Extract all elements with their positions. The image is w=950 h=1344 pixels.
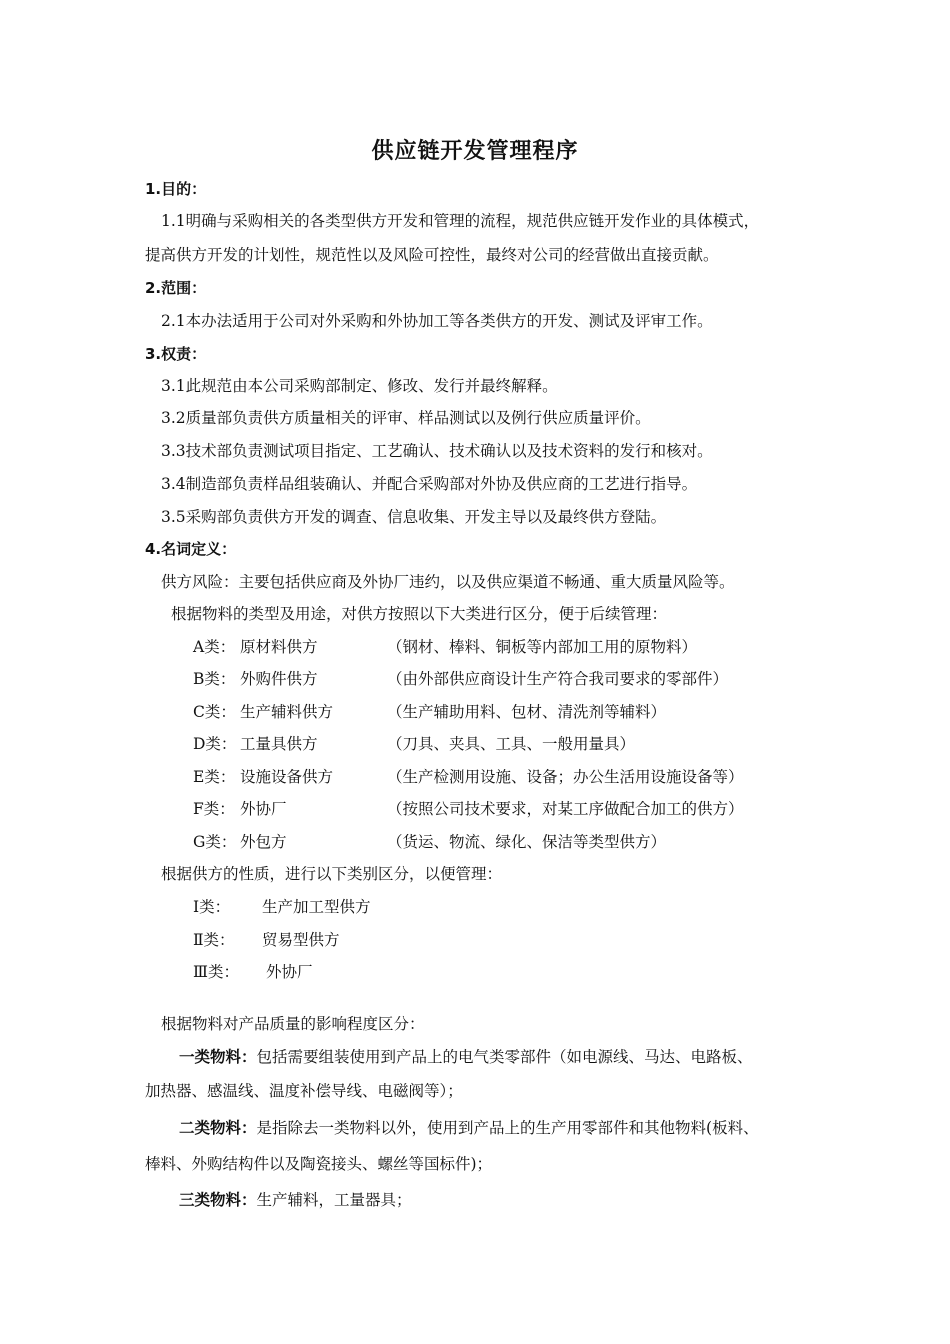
category-code: E类： — [193, 768, 236, 786]
category-description: （生产检测用设施、设备；办公生活用设施设备等） — [387, 768, 744, 786]
document-title: 供应链开发管理程序 — [371, 139, 579, 164]
category-description: （刀具、夹具、工具、一般用量具） — [387, 735, 636, 753]
category-code: C类： — [193, 703, 236, 721]
section-heading-purpose: 1.目的： — [145, 180, 207, 198]
supplier-nature-intro: 根据供方的性质，进行以下类别区分，以便管理： — [161, 865, 503, 883]
category-name: 工量具供方 — [240, 735, 318, 753]
section-heading-scope: 2.范围： — [145, 279, 207, 297]
duty-item: 3.4制造部负责样品组装确认、并配合采购部对外协及供应商的工艺进行指导。 — [161, 475, 698, 493]
nature-type-name: 生产加工型供方 — [262, 898, 371, 916]
category-description: （钢材、棒料、铜板等内部加工用的原物料） — [387, 638, 698, 656]
category-description: （生产辅助用料、包材、清洗剂等辅料） — [387, 703, 667, 721]
category-description: （按照公司技术要求，对某工序做配合加工的供方） — [387, 800, 744, 818]
duty-item: 3.2质量部负责供方质量相关的评审、样品测试以及例行供应质量评价。 — [161, 409, 651, 427]
category-code: A类： — [193, 638, 236, 656]
section-heading-definitions: 4.名词定义： — [145, 540, 237, 558]
scope-paragraph: 2.1本办法适用于公司对外采购和外协加工等各类供方的开发、测试及评审工作。 — [161, 312, 713, 330]
nature-type-name: 贸易型供方 — [262, 931, 340, 949]
class3-label: 三类物料： — [179, 1191, 257, 1209]
quality-impact-intro: 根据物料对产品质量的影响程度区分： — [161, 1015, 425, 1033]
category-name: 原材料供方 — [240, 638, 318, 656]
category-description: （货运、物流、绿化、保洁等类型供方） — [387, 833, 667, 851]
category-description: （由外部供应商设计生产符合我司要求的零部件） — [387, 670, 729, 688]
class3-text: 生产辅料，工量器具； — [256, 1191, 412, 1209]
nature-type-code: Ⅲ类： — [193, 963, 239, 981]
purpose-paragraph-line1: 1.1明确与采购相关的各类型供方开发和管理的流程，规范供应链开发作业的具体模式， — [161, 212, 760, 230]
nature-type-code: Ⅰ类： — [193, 898, 231, 916]
category-name: 设施设备供方 — [240, 768, 334, 786]
category-code: D类： — [193, 735, 237, 753]
material-category-intro: 根据物料的类型及用途，对供方按照以下大类进行区分，便于后续管理： — [171, 605, 668, 623]
class1-material-line1 — [179, 1047, 753, 1067]
category-name: 外购件供方 — [240, 670, 318, 688]
class2-material-line2: 棒料、外购结构件以及陶瓷接头、螺丝等国标件)； — [145, 1155, 493, 1173]
class2-text: 是指除去一类物料以外，使用到产品上的生产用零部件和其他物料(板料、 — [256, 1119, 759, 1137]
duty-item: 3.3技术部负责测试项目指定、工艺确认、技术确认以及技术资料的发行和核对。 — [161, 442, 713, 460]
class3-material-line1 — [179, 1190, 412, 1210]
purpose-paragraph-line2: 提高供方开发的计划性，规范性以及风险可控性，最终对公司的经营做出直接贡献。 — [145, 246, 719, 264]
category-code: F类： — [193, 800, 235, 818]
category-code: B类： — [193, 670, 236, 688]
category-name: 外包方 — [240, 833, 287, 851]
class1-label: 一类物料： — [179, 1048, 257, 1066]
section-heading-duties: 3.权责： — [145, 345, 207, 363]
nature-type-code: Ⅱ类： — [193, 931, 235, 949]
nature-type-name: 外协厂 — [266, 963, 313, 981]
duty-item: 3.1此规范由本公司采购部制定、修改、发行并最终解释。 — [161, 377, 558, 395]
category-name: 外协厂 — [240, 800, 287, 818]
class1-material-line2: 加热器、感温线、温度补偿导线、电磁阀等）； — [145, 1082, 463, 1100]
supplier-risk-definition: 供方风险：主要包括供应商及外协厂违约，以及供应渠道不畅通、重大质量风险等。 — [161, 573, 735, 591]
category-name: 生产辅料供方 — [240, 703, 334, 721]
class2-label: 二类物料： — [179, 1119, 257, 1137]
class1-text: 包括需要组装使用到产品上的电气类零部件（如电源线、马达、电路板、 — [256, 1048, 753, 1066]
class2-material-line1 — [179, 1118, 759, 1138]
category-code: G类： — [193, 833, 237, 851]
duty-item: 3.5采购部负责供方开发的调查、信息收集、开发主导以及最终供方登陆。 — [161, 508, 667, 526]
